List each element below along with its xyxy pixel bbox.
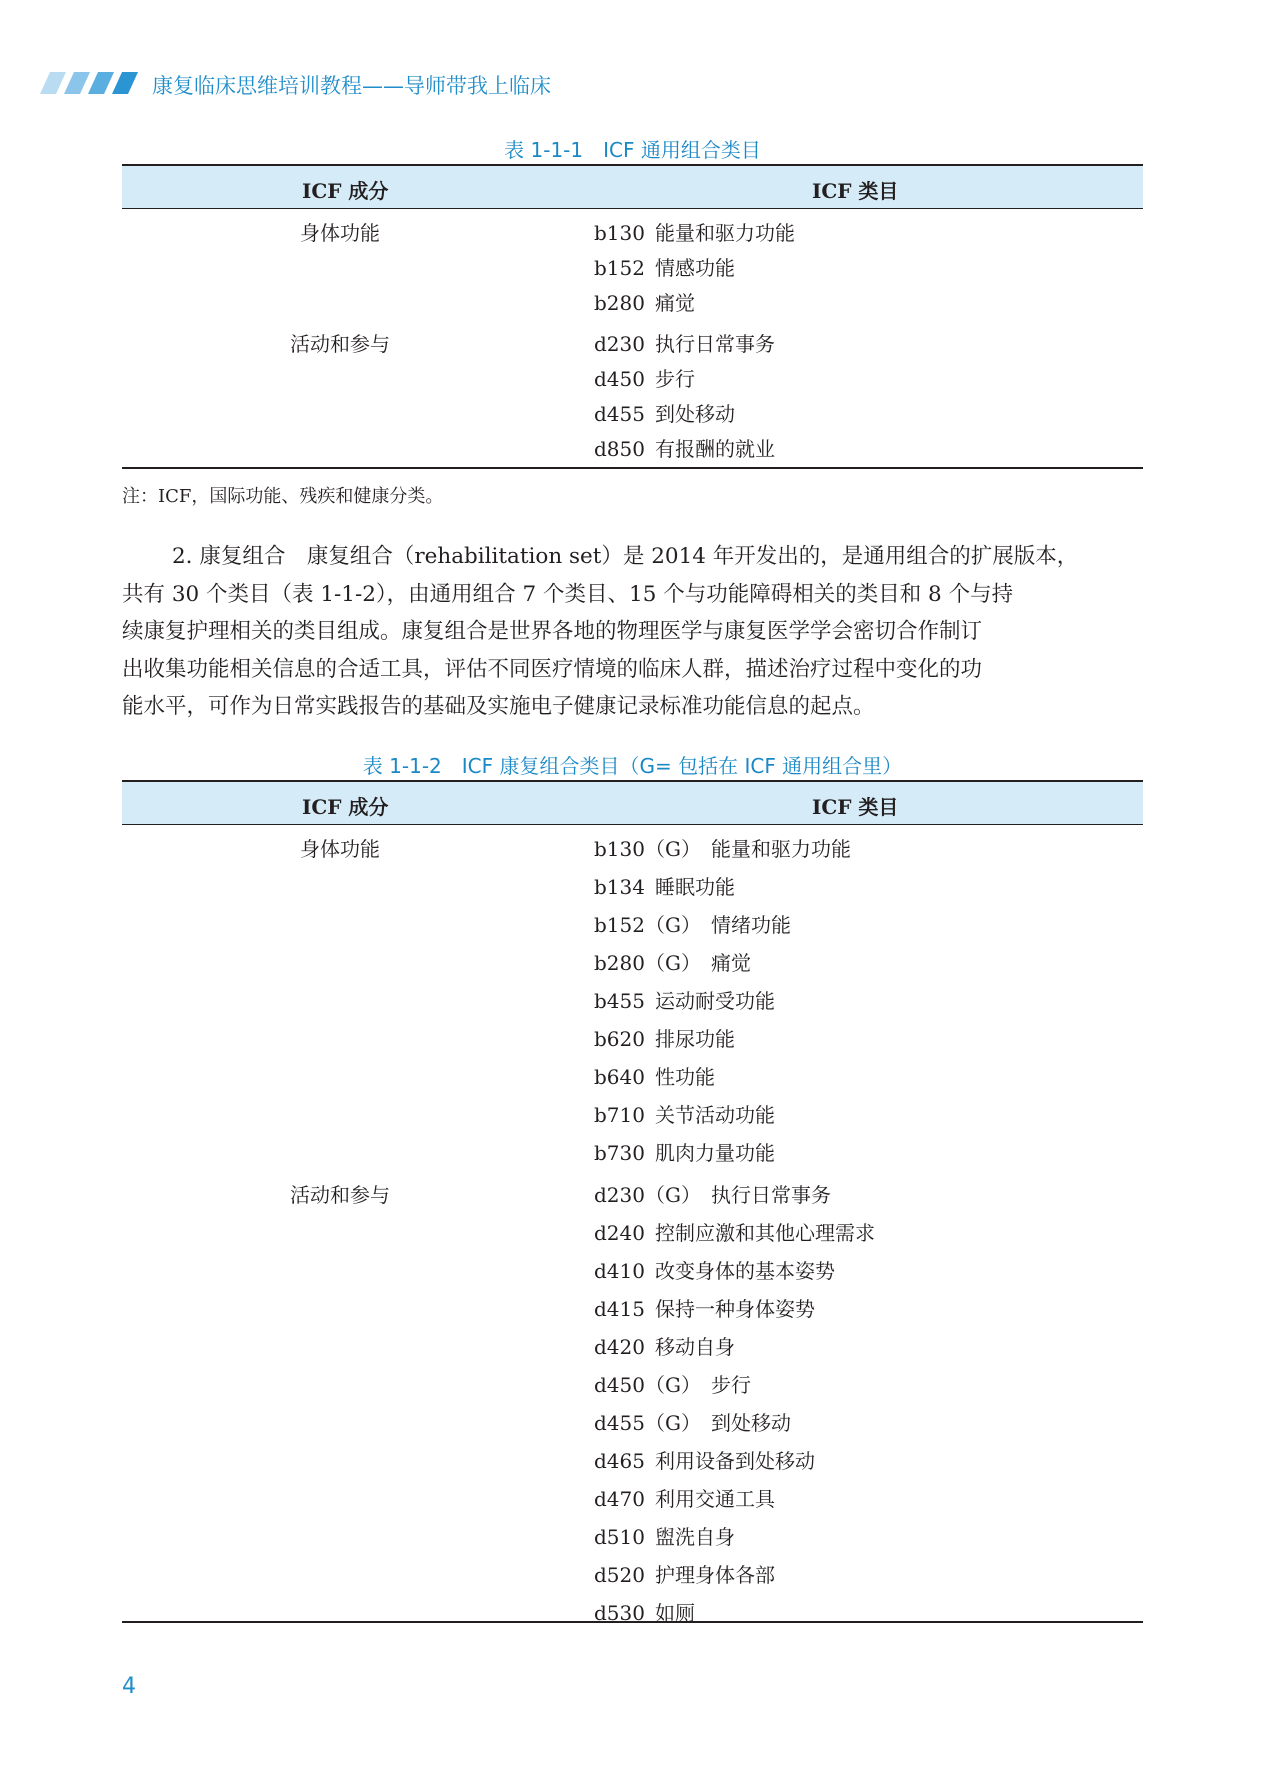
- table2-col-category: ICF 类目: [812, 795, 899, 819]
- table2-row: d510 盥洗自身: [594, 1525, 735, 1549]
- header-title: 康复临床思维培训教程——导师带我上临床: [152, 74, 551, 98]
- table1-row: d850 有报酬的就业: [594, 437, 775, 461]
- table2-row: d465 利用设备到处移动: [594, 1449, 815, 1473]
- table2-row: d415 保持一种身体姿势: [594, 1297, 815, 1321]
- table1-header: [122, 164, 1143, 209]
- table1-col-category: ICF 类目: [812, 179, 899, 203]
- table1-row: d230 执行日常事务: [594, 332, 775, 356]
- table2-row: d470 利用交通工具: [594, 1487, 775, 1511]
- table1-row: b280 痛觉: [594, 291, 695, 315]
- table1-row: b152 情感功能: [594, 256, 735, 280]
- paragraph-line: 2. 康复组合 康复组合（rehabilitation set）是 2014 年开发出的，是通用组合的扩展版本，: [172, 544, 1079, 569]
- table1: [122, 164, 1143, 461]
- table2: [122, 780, 1143, 1625]
- paragraph-line: 能水平，可作为日常实践报告的基础及实施电子健康记录标准功能信息的起点。: [122, 694, 875, 719]
- table2-header: [122, 780, 1143, 825]
- paragraph-line: 共有 30 个类目（表 1-1-2），由通用组合 7 个类目、15 个与功能障碍相关的类目和 8 个与持: [122, 581, 1014, 607]
- table1-row: b130 能量和驱力功能: [594, 221, 795, 245]
- table2-row: b134 睡眠功能: [594, 875, 735, 899]
- table2-row: d410 改变身体的基本姿势: [594, 1259, 835, 1283]
- table1-caption: 表 1-1-1 ICF 通用组合类目: [504, 138, 761, 162]
- table2-row: b620 排尿功能: [594, 1027, 735, 1051]
- table2-row: b640 性功能: [594, 1065, 715, 1089]
- table2-row: b280（G） 痛觉: [594, 951, 751, 975]
- table2-bottom-rule: [122, 1621, 1143, 1623]
- paragraph-line: 出收集功能相关信息的合适工具，评估不同医疗情境的临床人群，描述治疗过程中变化的功: [122, 656, 983, 682]
- table2-row: d420 移动自身: [594, 1335, 735, 1359]
- table2-row: b710 关节活动功能: [594, 1103, 775, 1127]
- running-header: [40, 64, 760, 104]
- table1-row: d455 到处移动: [594, 402, 735, 426]
- table2-group-label: 活动和参与: [290, 1183, 390, 1207]
- table2-row: d520 护理身体各部: [594, 1563, 775, 1587]
- table2-row: b152（G） 情绪功能: [594, 913, 791, 937]
- table2-row: b730 肌肉力量功能: [594, 1141, 775, 1165]
- table2-row: d230（G） 执行日常事务: [594, 1183, 831, 1207]
- table1-row: d450 步行: [594, 367, 695, 391]
- table1-group-label: 身体功能: [300, 221, 380, 245]
- table1-col-component: ICF 成分: [302, 179, 389, 203]
- table2-row: d450（G） 步行: [594, 1373, 751, 1397]
- table2-row: d530 如厕: [594, 1601, 695, 1625]
- body-paragraph: [122, 538, 1143, 726]
- table2-row: b130（G） 能量和驱力功能: [594, 837, 851, 861]
- table2-caption: 表 1-1-2 ICF 康复组合类目（G= 包括在 ICF 通用组合里）: [362, 754, 903, 778]
- page-number: 4: [122, 1674, 136, 1699]
- header-stripes-decoration: [40, 72, 150, 94]
- table1-bottom-rule: [122, 467, 1143, 469]
- table2-row: b455 运动耐受功能: [594, 989, 775, 1013]
- table2-group-label: 身体功能: [300, 837, 380, 861]
- table2-row: d455（G） 到处移动: [594, 1411, 791, 1435]
- paragraph-line: 续康复护理相关的类目组成。康复组合是世界各地的物理医学与康复医学学会密切合作制订: [122, 619, 983, 644]
- table1-group-label: 活动和参与: [290, 332, 390, 356]
- table2-row: d240 控制应激和其他心理需求: [594, 1221, 875, 1245]
- table2-col-component: ICF 成分: [302, 795, 389, 819]
- table1-note: 注：ICF，国际功能、残疾和健康分类。: [122, 486, 444, 507]
